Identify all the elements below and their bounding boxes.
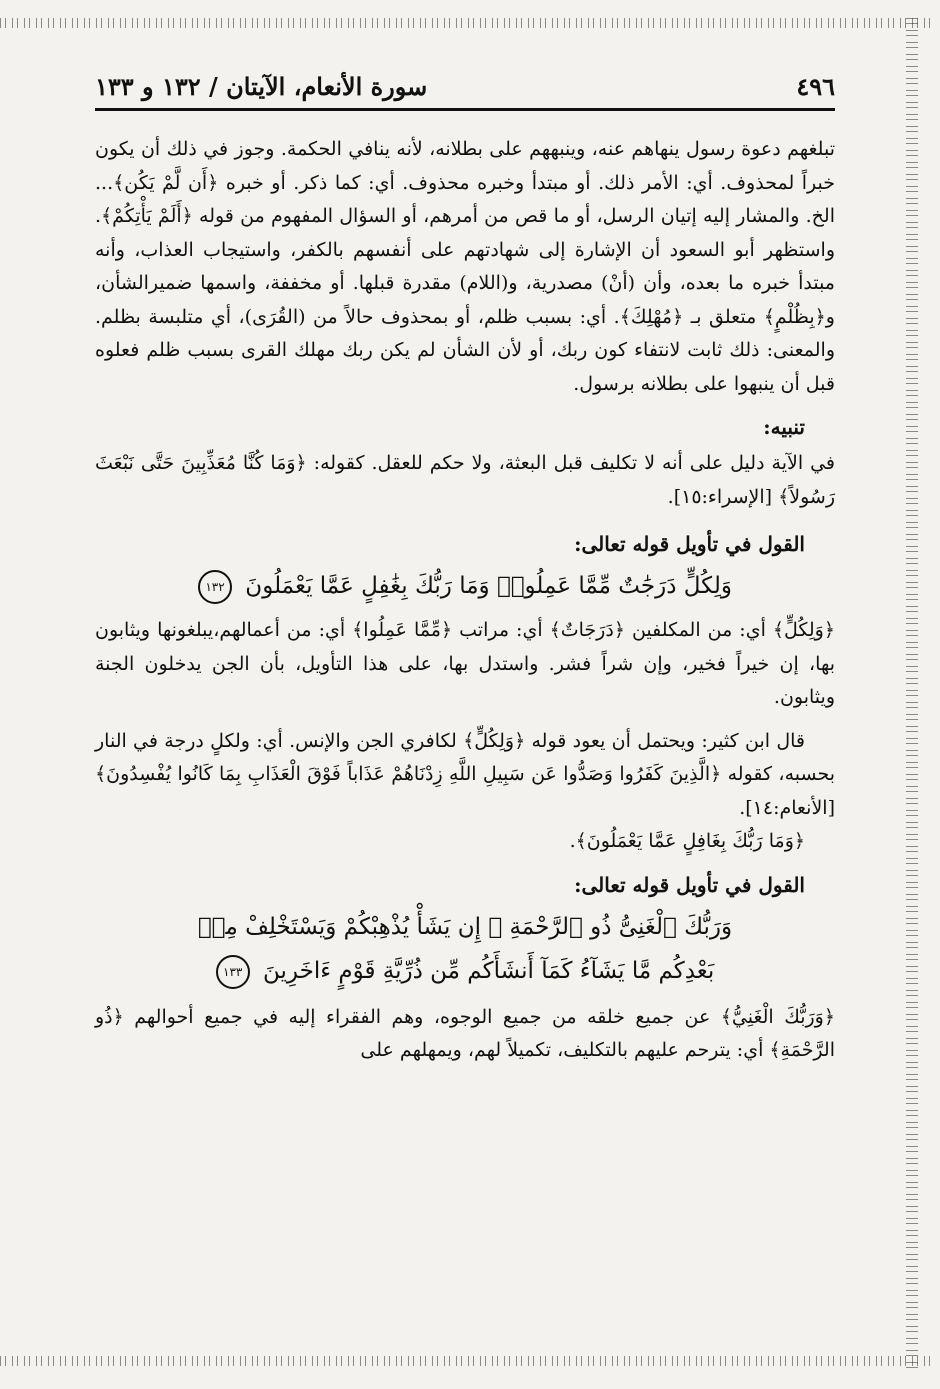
verse-line-1: وَرَبُّكَ ٱلْغَنِىُّ ذُو ٱلرَّحْمَةِ ۚ إِن يَشَأْ يُذْهِبْكُمْ وَيَسْتَخْلِفْ مِنۢ [197,913,733,940]
decorative-border-top [0,18,930,28]
running-title: سورة الأنعام، الآيتان / ١٣٢ و ١٣٣ [95,72,428,101]
verse-text: وَلِكُلٍّ دَرَجَٰتٌ مِّمَّا عَمِلُوا۟ وَمَا رَبُّكَ بِغَٰفِلٍ عَمَّا يَعْمَلُونَ [245,573,733,599]
decorative-border-right [906,18,918,1368]
section-heading-1: القول في تأويل قوله تعالى: [574,532,805,556]
decorative-border-bottom [0,1356,930,1366]
paragraph-6: ﴿وَرَبُّكَ الْغَنِيُّ﴾ عن جميع خلقه من جميع الوجوه، وهم الفقراء إليه في جميع أحوالهم ﴿ذُو الرَّحْمَةِ﴾ أي: يترحم عليهم بالتكليف، تكميلاً لهم، ويمهلهم على [95,1005,835,1061]
section-heading-2: القول في تأويل قوله تعالى: [574,872,805,897]
quran-verse-133 [95,905,835,993]
tanbih-heading: تنبيه: [763,415,805,439]
paragraph-4: قال ابن كثير: ويحتمل أن يعود قوله ﴿وَلِكُلٍّ﴾ لكافري الجن والإنس. أي: ولكلٍ درجة في النار بحسبه، كقوله ﴿الَّذِينَ كَفَرُوا وَصَدُّوا عَن سَبِيلِ اللَّهِ زِدْنَاهُمْ عَذَاباً فَوْقَ الْعَذَابِ بِمَا كَانُوا يُفْسِدُونَ﴾ [الأنعام:١٤]. [95,729,835,819]
paragraph-5: ﴿وَمَا رَبُّكَ بِغَافِلٍ عَمَّا يَعْمَلُونَ﴾. [569,830,805,852]
paragraph-3: ﴿وَلِكُلٍّ﴾ أي: من المكلفين ﴿دَرَجَاتٌ﴾ أي: مراتب ﴿مِّمَّا عَمِلُوا﴾ أي: من أعمالهم،يبلغونها ويثابون بها، إن خيراً فخير، وإن شراً فشر. واستدل بها، على هذا التأويل، بأن الجن يدخلون الجنة ويثابون. [95,619,835,708]
verse-line-2: بَعْدِكُم مَّا يَشَآءُ كَمَآ أَنشَأَكُم مِّن ذُرِّيَّةِ قَوْمٍ ءَاخَرِينَ [263,957,715,984]
verse-number-badge: ١٣٣ [216,955,250,989]
paragraph-1: تبلغهم دعوة رسول ينهاهم عنه، وينبههم على بطلانه، لأنه ينافي الحكمة. وجوز في ذلك أن يكون خبراً لمحذوف. أي: الأمر ذلك. أو مبتدأ وخبره محذوف. أي: كما ذكر. أو خبره ﴿أَن لَّمْ يَكُن﴾... الخ. والمشار إليه إتيان الرسل، أو ما قص من أمرهم، أو السؤال المفهوم من قوله ﴿أَلَمْ يَأْتِكُمْ﴾. واستظهر أبو السعود أن الإشارة إلى شهادتهم على أنفسهم بالكفر، واستيجاب العذاب، وأنه مبتدأ خبره ما بعده، وأن (أنْ) مصدرية، و(اللام) مقدرة قبلها. أو مخففة، واسمها ضميرالشأن، و﴿بِظُلْمٍ﴾ متعلق بـ ﴿مُهْلِكَ﴾. أي: بسبب ظلم، أو بمحذوف حالاً من (القُرَى)، أي متلبسة بظلم. والمعنى: ذلك ثابت لانتفاء كون ربك، أو لأن الشأن لم يكن ربك مهلك القرى بسبب ظلم فعلوه قبل أن ينبهوا على بطلانه برسول. [95,138,835,395]
page-header [95,60,835,111]
page-number: ٤٩٦ [796,72,835,101]
quran-verse-132 [95,564,835,608]
verse-number-badge: ١٣٢ [198,570,232,604]
paragraph-2: في الآية دليل على أنه لا تكليف قبل البعثة، ولا حكم للعقل. كقوله: ﴿وَمَا كُنَّا مُعَذِّبِينَ حَتَّى نَبْعَثَ رَسُولاً﴾ [الإسراء:١٥]. [95,452,835,508]
page [95,60,835,1350]
